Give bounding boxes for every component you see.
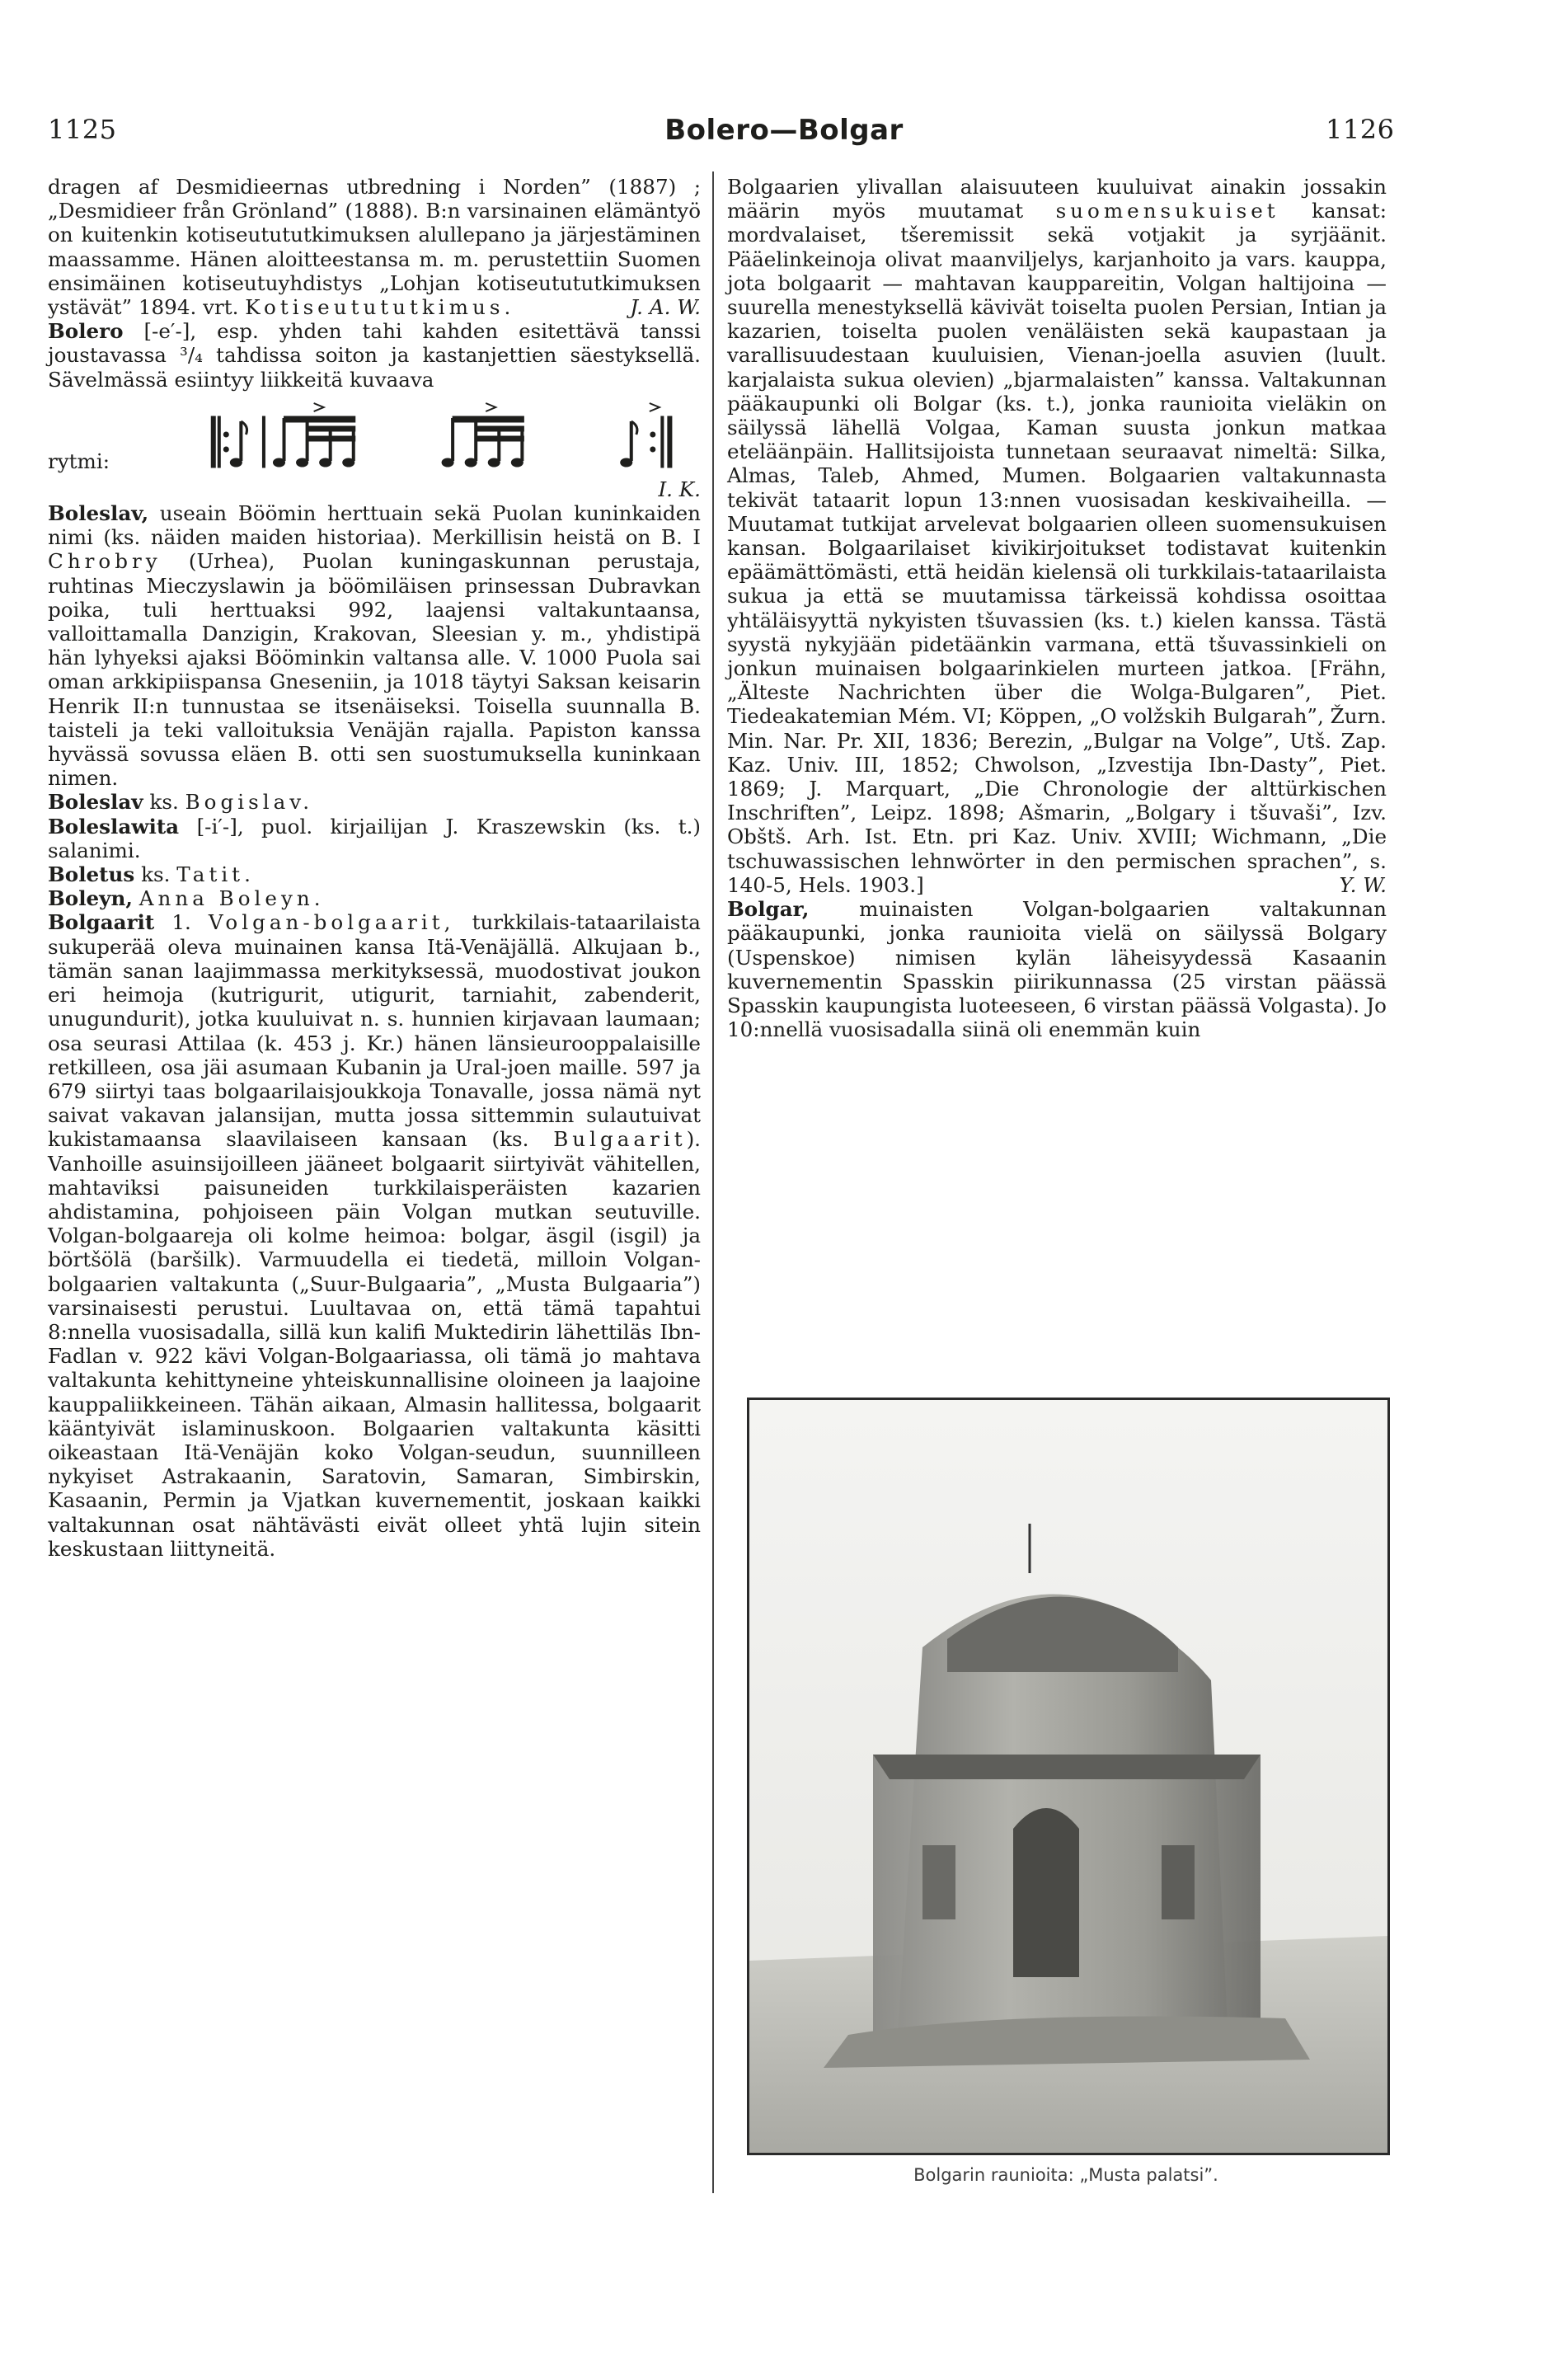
cross-reference: Anna Boleyn. [138,886,325,911]
entry-bolgaarit: Bolgaarit 1. Volgan-bolgaarit, turkkilais-tataarilaista sukuperää oleva muinainen kansa Itä-Venäjällä. Alkujaan b., tämän sanan laajimmassa merkityksessä, muodostivat joukon eri heimoja (kutrigurit, utigurit, tarniahit, zabenderit, unugundurit), jotka kuuluivat n. s. hunnien kirjavaan laumaan; osa seurasi Attilaa (k. 453 j. Kr.) hänen länsieurooppalaisille retkilleen, osa jäi asumaan Kubanin ja Ural-joen maille. 597 ja 679 siirtyi taas bolgaarilaisjoukkoja Tonavalle, jossa nämä nyt saivat vakavan jalansijan, mutta jossa sittemmin sulautuivat kukistamaansa slaavilaiseen kansaan (ks. Bulgaarit). Vanhoille asuinsijoilleen jääneet bolgaarit siirtyivät vähitellen, mahtaviksi paisuneiden turkkilaisperäisten kazarien ahdistamina, pohjoiseen päin Volgan mutkan seutuville. Volgan-bolgaareja oli kolme heimoa: bolgar, äsgil (isgil) ja börtšölä (baršilk). Varmuudella ei tiedetä, milloin Volgan-bolgaarien valtakunta („Suur-Bulgaaria”, „Musta Bulgaaria”) varsinaisesti perustui. Luultavaa on, että tämä tapahtui 8:nnella vuosisadalla, sillä kun kalifi Muktedirin lähettiläs Ibn-Fadlan v. 922 kävi Volgan-Bolgaariassa, oli tämä jo mahtava valtakunta kehittyneine yhteiskunnallisine oloineen ja laajoine kauppaliikkeineen. Tähän aikaan, Almasin hallitessa, bolgaarit kääntyivät islaminuskoon. Bolgaarien valtakunta käsitti oikeastaan Itä-Venäjän koko Volgan-seudun, suunnilleen nykyiset Astrakaanin, Saratovin, Samaran, Simbirskin, Kasaanin, Permin ja Vjatkan kuvernementit, joskaan kaikki valtakunnan osat nähtävästi eivät olleet yhtä lujin sitein keskustaan liittyneitä. [48,910,701,1561]
left-column [48,175,701,1561]
entry-bolero: Bolero [-e′-], esp. yhden tahi kahden esitettävä tanssi joustavassa ³/₄ tahdissa soiton ja kastanjettien säestyksellä. Sävelmässä esiintyy liikkeitä kuvaava [48,319,701,392]
author-signature: Y. W. [1339,872,1387,897]
photo-caption: Bolgarin raunioita: „Musta palatsi”. [913,2165,1218,2185]
cross-reference: Bogislav. [185,790,314,815]
cross-reference: Chrobry [48,549,162,574]
headword-boletus: Boletus [48,862,135,887]
headword-bolgar: Bolgar, [727,897,810,922]
cross-reference: Volgan-bolgaarit, [208,910,455,935]
entry-boleslav: Boleslav, useain Böömin herttuain sekä Puolan kuninkaiden nimi (ks. näiden maiden historiaa). Merkillisin heistä on B. I Chrobry (Urhea), Puolan kuningaskunnan perustaja, ruhtinas Mieczyslawin ja böömiläisen prinsessan Dubravkan poika, tuli herttuaksi 992, laajensi valtakuntaansa, valloittamalla Danzigin, Krakovan, Sleesian y. m., yhdistipä hän lyhyeksi ajaksi Bööminkin valtansa alle. V. 1000 Puola sai oman arkkipiispansa Gneseniin, ja 1018 täytyi Saksan keisarin Henrik II:n tunnustaa se itsenäiseksi. Toisella suunnalla B. taisteli ja teki valloituksia Venäjän rajalla. Papiston kanssa hyvässä sovussa eläen B. otti sen suostumuksella kuninkaan nimen. [48,501,701,791]
headword-bolgaarit: Bolgaarit [48,910,155,935]
page-number-right: 1126 [1326,114,1395,145]
paragraph-kotiseutu: dragen af Desmidieernas utbredning i Norden” (1887) ; „Desmidieer från Grönland” (1888). B:n varsinainen elämäntyö on kuitenkin kotiseutututkimuksen alullepano ja järjestäminen maassamme. Hänen aloitteestansa m. m. perustettiin Suomen ensimäinen kotiseutuyhdistys „Lohjan kotiseutututkimuksen ystävät” 1894. vrt. Kotiseutututkimus. J. A. W. [48,175,701,320]
headword-boleslav-2: Boleslav [48,790,143,815]
rhythm-label: rytmi: [48,449,110,473]
cross-reference: Tatit. [176,862,255,887]
column-rule [712,171,714,2193]
ruins-image [749,1400,1387,2153]
author-signature: J. A. W. [630,295,701,320]
headword-boleyn: Boleyn, [48,886,133,911]
entry-boleyn [48,886,701,910]
cross-reference: Kotiseutututkimus. [245,295,515,320]
entry-boleslav-2: Boleslav ks. Bogislav. [48,790,314,815]
ruins-photograph [747,1398,1390,2155]
entry-boletus: Boletus ks. Tatit. [48,862,255,887]
entry-bolgar: Bolgar, muinaisten Volgan-bolgaarien valtakunnan pääkaupunki, jonka raunioita vielä on säilyssä Bolgary (Uspenskoe) nimisen kylän läheisyydessä Kasaanin kuvernementin Spasskin piirikunnassa (25 virstan päässä Spasskin kaupungista luoteeseen, 6 virstan päässä Volgasta). Jo 10:nnellä vuosisadalla siinä oli enemmän kuin [727,897,1387,1042]
right-column [727,175,1387,1041]
emphasis-spaced: suomensukuiset [1055,199,1279,223]
author-signature: I. K. [658,477,701,501]
headword-boleslav: Boleslav, [48,501,149,526]
running-head: Bolero—Bolgar [664,114,904,147]
page-number-left: 1125 [48,114,117,145]
cross-reference: Bulgaarit [553,1127,687,1152]
music-notation-icon [138,393,701,472]
headword-bolero: Bolero [48,319,124,344]
entry-boleslawita: Boleslawita [-i′-], puol. kirjailijan J. Kraszewskin (ks. t.) salanimi. [48,814,701,862]
paragraph-bolgaarit-cont: Bolgaarien ylivallan alaisuuteen kuuluivat ainakin jossakin määrin myös muutamat suomensukuiset kansat: mordvalaiset, tšeremissit sekä votjakit ja syrjäänit. Pääelinkeinoja olivat maanviljelys, karjanhoito ja vars. kauppa, jota bolgaarit — mahtavan kauppareitin, Volgan haltijoina — suurella menestyksellä kävivät toiselta puolen Persian, Intian ja kazarien, toiselta puolen venäläisten sekä kaupastaan ja varallisuudestaan kuuluisien, Vienan-joella asuvien (luult. karjalaista sukua olevien) „bjarmalaisten” kanssa. Valtakunnan pääkaupunki oli Bolgar (ks. t.), jonka raunioita vieläkin on säilyssä lähellä Volgaa, Kaman suusta jonkun matkaa eteläänpäin. Hallitsijoista tunnetaan seuraavat nimeltä: Silka, Almas, Taleb, Ahmed, Mumen. Bolgaarien valtakunnasta tekivät tataarit lopun 13:nnen vuosisadan keskivaiheilla. — Muutamat tutkijat arvelevat bolgaarien olleen suomensukuisen kansan. Bolgaarilaiset kivikirjoitukset todistavat kuitenkin epäämättömästi, että heidän kielensä oli turkkilais-tataarilaista sukua ja että se muutamissa tärkeissä kohdissa osoittaa yhtäläisyyttä nykyisten tšuvassien (ks. t.) kielen kanssa. Tästä syystä nykyjään pidetäänkin varmana, että tšuvassinkieli on jonkun muinaisen bolgaarinkielen murteen jatkoa. [Frähn, „Älteste Nachrichten über die Wolga-Bulgaren”, Piet. Tiedeakatemian Mém. VI; Köppen, „O volžskih Bulgarah”, Žurn. Min. Nar. Pr. XII, 1836; Berezin, „Bulgar na Volge”, Utš. Zap. Kaz. Univ. III, 1852; Chwolson, „Izvestija Ibn-Dasty”, Piet. 1869; J. Marquart, „Die Chronologie der alttürkischen Inschriften”, Leipz. 1898; Ašmarin, „Bolgary i tšuvaši”, Izv. Obštš. Arh. Ist. Etn. pri Kaz. Univ. XVIII; Wichmann, „Die tschuwassischen lehnwörter in den permischen sprachen”, s. 140-5, Hels. 1903.] Y. W. [727,175,1387,897]
headword-boleslawita: Boleslawita [48,814,180,839]
rhythm-notation [48,393,701,472]
